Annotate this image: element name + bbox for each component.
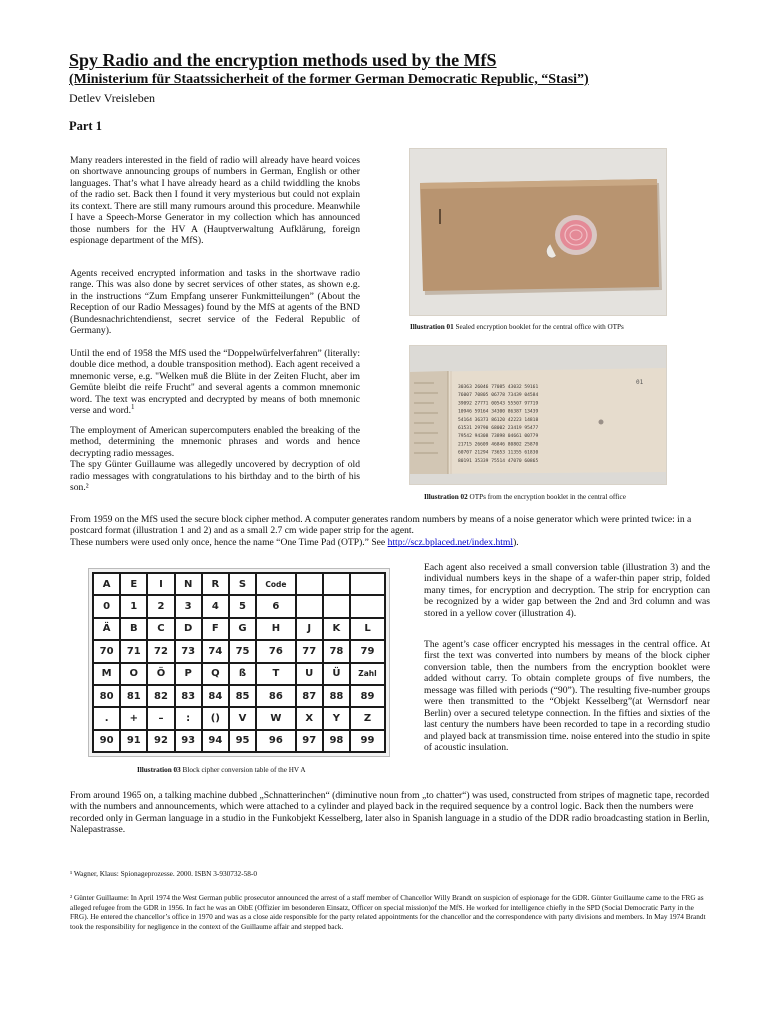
- conversion-table-cell: 71: [120, 640, 147, 662]
- footnote-2: ² Günter Guillaume: In April 1974 the West German public prosecutor announced the arrest of a staff member of Chancellor Willy Brandt on suspicion of espionage for the GDR. Günter Guillaume came to the FRG as alleged refugee from the GDR in 1956. In fact he was an OibE (Offizier im besonderen Einsatz, Officer on special mission)of the MfS. He worked for intelligence chiefly in the SPD (Social Democratic Party in the FRG). He entered the chancellor’s office in 1970 and was as a close aide responsible for the party related appointments for the chancellor and the correspondence with party divisions and members. In May 1974 Brandt took the responsibility for negligence in the context of the Guillaume affair and stepped back.: [70, 893, 706, 931]
- paragraph-double-dice-text: Until the end of 1958 the MfS used the “Doppelwürfelverfahren” (literally: double dice method, a double transposition method). Each agent received a mnemonic verse, e.g. "Welken muß die Blüte in der Zeiten Flucht, aber im Gemüte bleibt die reife Frucht" and several agents a common mnemonic word. The text was encrypted and decrypted by means of both mnemonic verse and word.: [70, 348, 360, 417]
- paragraph-schnatterinchen: From around 1965 on, a talking machine dubbed „Schnatterinchen“ (diminutive noun from „to chatter“) was used, constructed from stripes of magnetic tape, recorded with the numbers and announcements, which were attached to a cylinder and played back in the required sequence by a control logic. Back then the numbers were recorded only in German language in a studio in the Funkobjekt Kesselberg, later also in Spanish language in a studio of the DDR radio broadcasting station in Berlin, Nalepastrasse.: [70, 790, 710, 836]
- footnote-ref-1[interactable]: 1: [131, 403, 135, 412]
- otp-number-row: 60707 21294 73653 11355 61830: [458, 450, 539, 456]
- conversion-table-cell: T: [256, 663, 296, 685]
- conversion-table-row: [93, 663, 385, 685]
- otp-number-row: 21715 26609 46846 80802 25870: [458, 442, 539, 448]
- illustration-01-photo: [409, 148, 667, 316]
- conversion-table-cell: [323, 573, 350, 595]
- caption-02-label: Illustration 02: [424, 493, 468, 501]
- caption-02-text: OTPs from the encryption booklet in the central office: [467, 493, 626, 501]
- conversion-table-row: [93, 595, 385, 617]
- conversion-table-row: [93, 730, 385, 752]
- paragraph-supercomputers: [70, 425, 360, 494]
- caption-01-label: Illustration 01: [410, 323, 454, 331]
- conversion-table-cell: Ö: [147, 663, 174, 685]
- conversion-table-cell: K: [323, 618, 350, 640]
- otp-number-row: 39092 27771 00543 55507 97719: [458, 401, 539, 407]
- otp-pages-image: [410, 346, 667, 485]
- conversion-table-cell: 74: [202, 640, 229, 662]
- conversion-table-cell: X: [296, 707, 323, 729]
- conversion-table-cell: 98: [323, 730, 350, 752]
- conversion-table-cell: P: [175, 663, 202, 685]
- caption-01-text: Sealed encryption booklet for the central office with OTPs: [453, 323, 624, 331]
- conversion-table-cell: Z: [350, 707, 385, 729]
- paragraph-block-cipher-a: From 1959 on the MfS used the secure block cipher method. A computer generates random numbers by means of a noise generator which were printed twice: in a postcard format (illustration 1 and 2) and as a small 2.7 cm wide paper strip for the agent.: [70, 514, 692, 537]
- conversion-table-cell: 83: [175, 685, 202, 707]
- conversion-table-cell: 94: [202, 730, 229, 752]
- conversion-table-cell: 86: [256, 685, 296, 707]
- footnote-1: ¹ Wagner, Klaus: Spionageprozesse. 2000. ISBN 3-930732-58-0: [70, 869, 258, 878]
- conversion-table-cell: 77: [296, 640, 323, 662]
- conversion-table-cell: .: [93, 707, 120, 729]
- conversion-table-cell: W: [256, 707, 296, 729]
- footnote-ref-2[interactable]: ²: [85, 482, 89, 494]
- conversion-table-cell: 92: [147, 730, 174, 752]
- conversion-table-cell: 73: [175, 640, 202, 662]
- otp-number-row: 61531 29790 68002 23419 95477: [458, 426, 539, 431]
- conversion-table-cell: I: [147, 573, 174, 595]
- conversion-table-cell: A: [93, 573, 120, 595]
- conversion-table-cell: 81: [120, 685, 147, 707]
- conversion-table-cell: G: [229, 618, 256, 640]
- conversion-table-cell: U: [296, 663, 323, 685]
- conversion-table-cell: [350, 595, 385, 617]
- conversion-table-cell: 87: [296, 685, 323, 707]
- paragraph-conversion-table: Each agent also received a small conversion table (illustration 3) and the individual numbers keys in the shape of a wafer-thin paper strip, folded many times, for encryption and decryption. The strip for encryption can be recognized by a wider gap between the 2nd and 3rd column and was stored in a yellow cover (illustration 4).: [424, 562, 710, 619]
- conversion-table-cell: 80: [93, 685, 120, 707]
- conversion-table-cell: L: [350, 618, 385, 640]
- paragraph-block-cipher: [70, 514, 710, 548]
- caption-03-label: Illustration 03: [137, 766, 181, 774]
- conversion-table-row: [93, 685, 385, 707]
- conversion-table-cell: 89: [350, 685, 385, 707]
- conversion-table-cell: S: [229, 573, 256, 595]
- conversion-table-cell: +: [120, 707, 147, 729]
- otp-number-row: 30363 26046 77085 43032 59161: [458, 385, 539, 390]
- conversion-table-cell: 96: [256, 730, 296, 752]
- conversion-table-cell: 6: [256, 595, 296, 617]
- conversion-table-cell: E: [120, 573, 147, 595]
- illustration-03-caption: [137, 766, 306, 775]
- conversion-table-row: [93, 573, 385, 595]
- conversion-table-cell: [296, 573, 323, 595]
- paragraph-agents: Agents received encrypted information and tasks in the shortwave radio range. This was also done by secret services of other states, as shown e.g. in the instructions “Zum Empfang unserer Funkmitteilungen” (About the Reception of our Radio Messages) found by the MfS at agents of the BND (Bundesnachrichtendienst, secret service of the Federal Republic of Germany).: [70, 268, 360, 337]
- conversion-table-row: [93, 707, 385, 729]
- conversion-table-cell: 75: [229, 640, 256, 662]
- conversion-table-cell: Y: [323, 707, 350, 729]
- conversion-table-cell: 4: [202, 595, 229, 617]
- document-subtitle: (Ministerium für Staatssicherheit of the former German Democratic Republic, “Stasi”): [69, 72, 589, 87]
- otp-sentence: These numbers were used only once, hence the name “One Time Pad (OTP).” See: [70, 536, 386, 548]
- otp-sentence-end: ).: [513, 536, 519, 548]
- conversion-table-cell: 70: [93, 640, 120, 662]
- conversion-table-cell: :: [175, 707, 202, 729]
- conversion-table-cell: Ü: [323, 663, 350, 685]
- illustration-03-conversion-table: [88, 568, 390, 757]
- conversion-table-cell: Q: [202, 663, 229, 685]
- conversion-table-cell: H: [256, 618, 296, 640]
- otp-number-row: 79542 94308 73898 04661 00779: [458, 434, 539, 440]
- conversion-table-cell: [350, 573, 385, 595]
- conversion-table-cell: C: [147, 618, 174, 640]
- paragraph-block-cipher-b: [70, 537, 710, 548]
- conversion-table-cell: O: [120, 663, 147, 685]
- illustration-02-photo: [409, 345, 667, 485]
- conversion-table-cell: M: [93, 663, 120, 685]
- conversion-table-cell: F: [202, 618, 229, 640]
- conversion-table-cell: 76: [256, 640, 296, 662]
- paragraph-intro: Many readers interested in the field of radio will already have heard voices on shortwave announcing groups of numbers in German, English or other languages. That’s what I have already heard as a child twiddling the knobs of the radio set. Back then I found it very mysterious but could not explain its context. There are still many rumours around this procedure. Meanwhile I have a Speech-Morse Generator in my collection which has announced those numbers for the HV A (Hauptverwaltung Aufklärung, foreign espionage department of the MfS).: [70, 155, 360, 247]
- conversion-table-cell: Zahl: [350, 663, 385, 685]
- conversion-table-cell: –: [147, 707, 174, 729]
- conversion-table-cell: 97: [296, 730, 323, 752]
- illustration-02-caption: [424, 493, 626, 502]
- conversion-table-cell: 72: [147, 640, 174, 662]
- conversion-table-cell: 3: [175, 595, 202, 617]
- paragraph-double-dice: [70, 348, 360, 417]
- otp-number-row: 54164 36373 86120 42223 14818: [458, 417, 539, 423]
- conversion-table-cell: R: [202, 573, 229, 595]
- conversion-table-cell: (): [202, 707, 229, 729]
- otp-page-number: 01: [636, 379, 644, 386]
- conversion-table-cell: 79: [350, 640, 385, 662]
- conversion-table: [92, 572, 386, 753]
- conversion-table-cell: ß: [229, 663, 256, 685]
- conversion-table-cell: 2: [147, 595, 174, 617]
- conversion-table-row: [93, 618, 385, 640]
- caption-03-text: Block cipher conversion table of the HV A: [180, 766, 306, 774]
- paragraph-supercomputers-b: [70, 459, 360, 493]
- conversion-table-cell: 95: [229, 730, 256, 752]
- conversion-table-row: [93, 640, 385, 662]
- conversion-table-cell: 91: [120, 730, 147, 752]
- conversion-table-cell: Ä: [93, 618, 120, 640]
- conversion-table-cell: 85: [229, 685, 256, 707]
- conversion-table-cell: 93: [175, 730, 202, 752]
- conversion-table-cell: [296, 595, 323, 617]
- conversion-table-cell: 82: [147, 685, 174, 707]
- conversion-table-cell: 78: [323, 640, 350, 662]
- otp-number-row: 80191 35339 75514 47070 60865: [458, 458, 539, 464]
- scz-link[interactable]: http://scz.bplaced.net/index.html: [387, 536, 514, 548]
- conversion-table-cell: D: [175, 618, 202, 640]
- paragraph-case-officer: The agent’s case officer encrypted his messages in the central office. At first the text was converted into numbers by means of the block cipher conversion table, then the numbers from the encryption booklet were added without carry. To obtain complete groups of five numbers, the message was filled with periods (“90”). The resulting five-number groups were then transmitted to the “Objekt Kesselberg”(at Wernsdorf near Berlin) over a secured teletype connection. In the fifties and sixties of the last century the numbers have been recorded to tape in a recording studio and played back at transmission time. noise entered into the studio in spite of acoustic insulation.: [424, 639, 710, 754]
- conversion-table-cell: 99: [350, 730, 385, 752]
- conversion-table-cell: [323, 595, 350, 617]
- document-title: Spy Radio and the encryption methods used by the MfS: [69, 50, 497, 70]
- paragraph-supercomputers-a: The employment of American supercomputers enabled the breaking of the method, determining the mnemonic phrases and words and hence decrypting radio messages.: [70, 425, 360, 459]
- conversion-table-cell: N: [175, 573, 202, 595]
- conversion-table-cell: B: [120, 618, 147, 640]
- conversion-table-cell: 90: [93, 730, 120, 752]
- conversion-table-cell: J: [296, 618, 323, 640]
- part-heading: Part 1: [69, 119, 102, 133]
- conversion-table-cell: Code: [256, 573, 296, 595]
- sealed-booklet-image: [410, 149, 667, 316]
- otp-number-row: 76007 70805 06778 73439 04584: [458, 393, 539, 399]
- conversion-table-cell: V: [229, 707, 256, 729]
- conversion-table-cell: 5: [229, 595, 256, 617]
- conversion-table-cell: 1: [120, 595, 147, 617]
- author-name: Detlev Vreisleben: [69, 91, 156, 105]
- conversion-table-cell: 84: [202, 685, 229, 707]
- conversion-table-cell: 88: [323, 685, 350, 707]
- paragraph-guillaume-text: The spy Günter Guillaume was allegedly uncovered by decryption of old radio messages with congratulations to his birthday and to the birth of his son.: [70, 459, 360, 494]
- otp-number-row: 10946 59164 34300 86387 13439: [458, 409, 539, 415]
- conversion-table-cell: 0: [93, 595, 120, 617]
- illustration-01-caption: [410, 323, 624, 332]
